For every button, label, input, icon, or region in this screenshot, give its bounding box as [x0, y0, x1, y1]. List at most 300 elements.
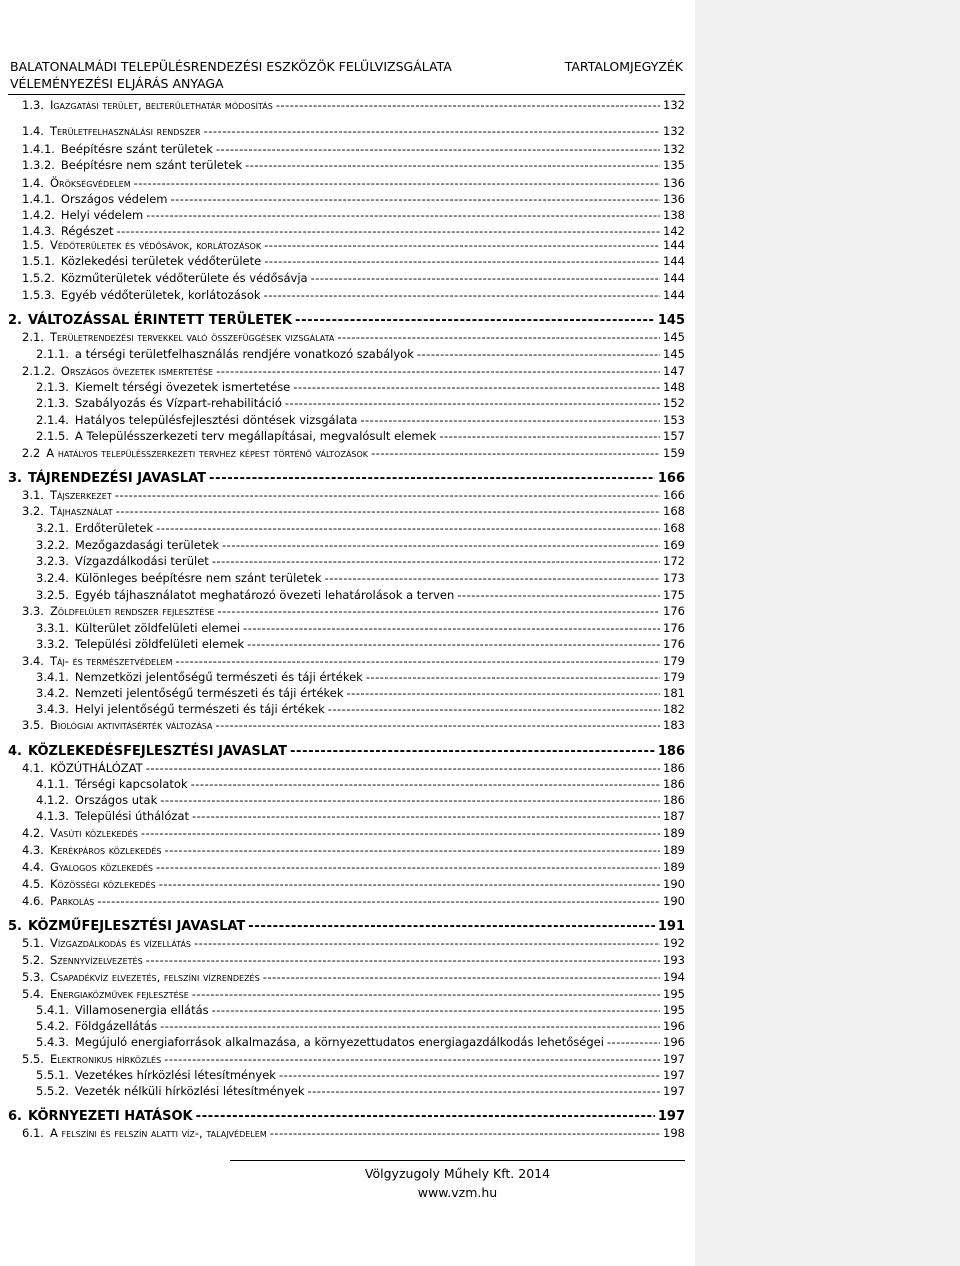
toc-dot-leader	[192, 809, 660, 823]
toc-dot-leader	[216, 142, 660, 156]
toc-entry-number: 4.1.1.	[36, 777, 69, 791]
toc-entry-title: Vezetékes hírközlési létesítmények	[74, 1068, 276, 1082]
toc-dot-leader	[279, 1068, 660, 1082]
toc-entry-number: 1.5.3.	[22, 288, 55, 302]
toc-entry-title: Kerékpáros közlekedés	[49, 843, 162, 857]
toc-entry-number: 3.2.2.	[36, 538, 69, 552]
toc-entry-page: 136	[663, 192, 685, 206]
toc-entry-title: KÖZMŰFEJLESZTÉSI JAVASLAT	[27, 919, 246, 934]
toc-dot-leader	[192, 987, 660, 1001]
toc-entry-number: 4.6.	[22, 894, 44, 908]
toc-entry[interactable]	[22, 362, 685, 378]
toc-entry-page: 191	[657, 919, 685, 934]
comment-margin-panel	[695, 0, 960, 1266]
toc-dot-leader	[171, 192, 661, 206]
toc-entry-title: Közműterületek védőterülete és védősávja	[60, 271, 308, 285]
toc-entry-title: Egyéb védőterületek, korlátozások	[60, 288, 261, 302]
toc-entry-title: Tájhasználat	[49, 504, 113, 518]
toc-dot-leader	[156, 860, 660, 874]
toc-entry[interactable]	[22, 934, 685, 950]
toc-dot-leader	[212, 554, 660, 568]
toc-entry-number: 3.4.	[22, 654, 44, 668]
toc-dot-leader	[264, 254, 660, 268]
toc-entry-number: 2.	[8, 313, 22, 328]
toc-entry-title: Közösségi közlekedés	[49, 877, 156, 891]
toc-entry-page: 166	[657, 471, 685, 486]
toc-entry-page: 181	[663, 686, 685, 700]
toc-dot-leader	[366, 670, 660, 684]
toc-entry-number: 4.1.3.	[36, 809, 69, 823]
toc-dot-leader	[160, 1019, 660, 1033]
toc-entry[interactable]	[22, 122, 685, 138]
toc-entry-number: 1.5.	[22, 238, 44, 252]
toc-entry-number: 2.1.3.	[36, 396, 69, 410]
toc-entry-page: 175	[663, 588, 685, 602]
toc-entry-title: Zöldfelületi rendszer fejlesztése	[49, 604, 215, 618]
toc-entry-page: 194	[663, 970, 685, 984]
toc-entry-page: 159	[663, 446, 685, 460]
toc-entry-number: 3.2.1.	[36, 521, 69, 535]
header-title-line2: VÉLEMÉNYEZÉSI ELJÁRÁS ANYAGA	[10, 76, 224, 91]
toc-entry[interactable]	[22, 156, 685, 172]
footer-company: Völgyzugoly Műhely Kft. 2014	[364, 1166, 551, 1181]
toc-dot-leader	[439, 429, 660, 443]
toc-entry-title: Védőterületek és védősávok, korlátozások	[49, 238, 262, 252]
toc-entry-number: 1.3.	[22, 98, 44, 112]
toc-dot-leader	[115, 488, 660, 502]
toc-entry-title: Területfelhasználási rendszer	[49, 124, 201, 138]
toc-entry-number: 1.4.3.	[22, 224, 55, 238]
toc-dot-leader	[276, 98, 660, 112]
toc-entry[interactable]	[22, 951, 685, 967]
toc-entry[interactable]	[36, 684, 685, 700]
toc-entry-number: 3.1.	[22, 488, 44, 502]
toc-entry-page: 144	[663, 254, 685, 268]
toc-entry[interactable]	[36, 1033, 685, 1049]
toc-entry-page: 186	[663, 793, 685, 807]
toc-entry-page: 144	[663, 238, 685, 252]
toc-entry-number: 2.2	[22, 446, 41, 460]
toc-entry[interactable]	[22, 968, 685, 984]
toc-entry-page: 168	[663, 504, 685, 518]
toc-entry[interactable]	[36, 345, 685, 361]
toc-entry-title: Helyi jelentőségű természeti és táji értékek	[74, 702, 325, 716]
toc-dot-leader	[263, 970, 660, 984]
toc-entry-number: 2.1.2.	[22, 364, 55, 378]
toc-dot-leader	[116, 504, 660, 518]
toc-dot-leader	[216, 718, 661, 732]
toc-entry[interactable]	[22, 602, 685, 618]
toc-entry[interactable]	[22, 892, 685, 908]
toc-entry[interactable]	[36, 569, 685, 585]
toc-entry-number: 2.1.4.	[36, 413, 69, 427]
toc-dot-leader	[371, 446, 660, 460]
toc-entry-title: Villamosenergia ellátás	[74, 1003, 209, 1017]
toc-entry[interactable]	[36, 700, 685, 716]
toc-entry-title: KÖRNYEZETI HATÁSOK	[27, 1109, 193, 1124]
toc-entry[interactable]	[36, 552, 685, 568]
toc-entry-page: 157	[663, 429, 685, 443]
toc-entry-number: 6.	[8, 1109, 22, 1124]
toc-entry-title: Vezeték nélküli hírközlési létesítmények	[74, 1084, 305, 1098]
toc-entry-page: 189	[663, 843, 685, 857]
toc-entry-title: Régészet	[60, 224, 114, 238]
toc-entry-page: 197	[663, 1052, 685, 1066]
toc-entry-title: Biológiai aktivitásérték változása	[49, 718, 213, 732]
toc-entry-page: 145	[663, 330, 685, 344]
toc-entry[interactable]	[36, 427, 685, 443]
toc-entry[interactable]	[22, 502, 685, 518]
toc-entry-number: 4.5.	[22, 877, 44, 891]
toc-entry-page: 145	[663, 347, 685, 361]
toc-entry-number: 1.3.2.	[22, 158, 55, 172]
toc-entry-number: 1.4.	[22, 176, 44, 190]
footer-url[interactable]: www.vzm.hu	[417, 1185, 498, 1200]
toc-entry[interactable]	[36, 1082, 685, 1098]
toc-entry[interactable]	[8, 310, 685, 328]
toc-entry[interactable]	[22, 985, 685, 1001]
toc-entry-page: 176	[663, 637, 685, 651]
toc-entry-title: Igazgatási terület, belterülethatár módosítás	[49, 98, 273, 112]
toc-dot-leader	[212, 1003, 660, 1017]
toc-entry-title: Nemzetközi jelentőségű természeti és táji értékek	[74, 670, 363, 684]
toc-entry-number: 3.5.	[22, 718, 44, 732]
toc-entry-page: 197	[663, 1084, 685, 1098]
toc-entry-title: KÖZÚTHÁLÓZAT	[49, 761, 143, 775]
toc-entry[interactable]	[36, 394, 685, 410]
footer-divider	[230, 1160, 685, 1161]
toc-entry-number: 3.2.3.	[36, 554, 69, 568]
toc-entry[interactable]	[22, 486, 685, 502]
toc-entry-title: Táj- és természetvédelem	[49, 654, 173, 668]
toc-entry-page: 187	[663, 809, 685, 823]
toc-entry[interactable]	[22, 96, 685, 112]
toc-entry-number: 3.2.5.	[36, 588, 69, 602]
toc-dot-leader	[134, 176, 660, 190]
toc-entry[interactable]	[22, 190, 685, 206]
toc-dot-leader	[264, 238, 660, 252]
toc-entry-page: 144	[663, 288, 685, 302]
toc-entry-page: 179	[663, 654, 685, 668]
document-header-title	[10, 58, 452, 92]
toc-entry-title: Csapadékvíz elvezetés, felszíni vízrendezés	[49, 970, 260, 984]
toc-entry-page: 172	[663, 554, 685, 568]
toc-entry-title: Hatályos településfejlesztési döntések vizsgálata	[74, 413, 358, 427]
toc-entry[interactable]	[22, 174, 685, 190]
toc-entry-title: TÁJRENDEZÉSI JAVASLAT	[27, 471, 207, 486]
toc-entry-title: A hatályos településszerkezeti tervhez képest történő változások	[46, 446, 369, 460]
toc-entry-page: 148	[663, 380, 685, 394]
toc-entry-page: 182	[663, 702, 685, 716]
toc-dot-leader	[204, 124, 660, 138]
toc-dot-leader	[248, 919, 655, 934]
toc-entry-number: 4.1.	[22, 761, 44, 775]
toc-dot-leader	[97, 894, 660, 908]
toc-entry-title: Tájszerkezet	[49, 488, 112, 502]
toc-entry[interactable]	[22, 286, 685, 302]
toc-entry-title: Vasúti közlekedés	[49, 826, 138, 840]
toc-entry-page: 153	[663, 413, 685, 427]
toc-entry[interactable]	[36, 635, 685, 651]
toc-entry[interactable]	[22, 444, 685, 460]
toc-dot-leader	[360, 413, 660, 427]
toc-dot-leader	[243, 621, 660, 635]
toc-dot-leader	[146, 953, 660, 967]
toc-entry-page: 145	[657, 313, 685, 328]
toc-dot-leader	[285, 396, 660, 410]
toc-entry-title: Országos védelem	[60, 192, 168, 206]
toc-entry-number: 2.1.3.	[36, 380, 69, 394]
toc-entry[interactable]	[22, 206, 685, 222]
toc-dot-leader	[325, 571, 660, 585]
toc-entry[interactable]	[22, 858, 685, 874]
toc-entry-page: 132	[663, 142, 685, 156]
toc-dot-leader	[209, 471, 655, 486]
toc-entry-title: Örökségvédelem	[49, 176, 131, 190]
toc-entry[interactable]	[22, 1124, 685, 1140]
toc-entry-number: 3.3.	[22, 604, 44, 618]
toc-dot-leader	[270, 1126, 660, 1140]
toc-entry-title: Települési zöldfelületi elemek	[74, 637, 245, 651]
toc-dot-leader	[146, 208, 660, 222]
toc-entry-title: Szabályozás és Vízpart-rehabilitáció	[74, 396, 282, 410]
toc-entry-number: 1.4.2.	[22, 208, 55, 222]
toc-entry[interactable]	[22, 875, 685, 891]
toc-entry-page: 197	[663, 1068, 685, 1082]
toc-entry-title: A felszíni és felszín alatti víz-, talajvédelem	[49, 1126, 267, 1140]
toc-entry-page: 196	[663, 1019, 685, 1033]
toc-entry-page: 183	[663, 718, 685, 732]
toc-entry-page: 195	[663, 987, 685, 1001]
toc-entry[interactable]	[36, 807, 685, 823]
toc-entry-number: 3.	[8, 471, 22, 486]
toc-entry[interactable]	[36, 1017, 685, 1033]
toc-dot-leader	[264, 288, 661, 302]
toc-dot-leader	[295, 313, 655, 328]
toc-entry[interactable]	[36, 378, 685, 394]
toc-entry-number: 1.5.1.	[22, 254, 55, 268]
toc-entry-page: 166	[663, 488, 685, 502]
toc-entry-title: Vízgazdálkodási terület	[74, 554, 209, 568]
toc-entry-number: 5.2.	[22, 953, 44, 967]
toc-entry[interactable]	[22, 328, 685, 344]
toc-dot-leader	[307, 1084, 660, 1098]
toc-entry-title: Országos utak	[74, 793, 158, 807]
toc-entry[interactable]	[36, 519, 685, 535]
toc-entry-title: Területrendezési tervekkel való összefüggések vizsgálata	[49, 330, 335, 344]
toc-entry-page: 190	[663, 877, 685, 891]
toc-entry-number: 4.2.	[22, 826, 44, 840]
toc-dot-leader	[159, 877, 660, 891]
toc-entry[interactable]	[36, 668, 685, 684]
toc-entry-title: Egyéb tájhasználatot meghatározó övezeti lehatárolások a terven	[74, 588, 455, 602]
toc-entry-title: Mezőgazdasági területek	[74, 538, 220, 552]
toc-dot-leader	[222, 538, 660, 552]
toc-entry-title: Gyalogos közlekedés	[49, 860, 153, 874]
toc-entry-number: 4.	[8, 744, 22, 759]
toc-entry-number: 2.1.1.	[36, 347, 69, 361]
toc-entry-page: 138	[663, 208, 685, 222]
toc-dot-leader	[337, 330, 660, 344]
toc-entry-number: 3.4.2.	[36, 686, 69, 700]
toc-entry[interactable]	[8, 468, 685, 486]
toc-entry-title: Energiaközművek fejlesztése	[49, 987, 189, 1001]
toc-entry-title: Vízgazdálkodás és vízellátás	[49, 936, 192, 950]
toc-dot-leader	[347, 686, 661, 700]
toc-entry[interactable]	[36, 619, 685, 635]
toc-entry-number: 5.4.3.	[36, 1035, 69, 1049]
toc-entry-page: 189	[663, 860, 685, 874]
toc-entry-page: 192	[663, 936, 685, 950]
toc-dot-leader	[164, 843, 660, 857]
toc-entry-page: 197	[657, 1109, 685, 1124]
toc-dot-leader	[141, 826, 660, 840]
toc-entry-page: 152	[663, 396, 685, 410]
toc-dot-leader	[196, 1109, 655, 1124]
toc-entry-title: Erdőterületek	[74, 521, 154, 535]
toc-entry-number: 2.1.	[22, 330, 44, 344]
toc-entry-title: VÁLTOZÁSSAL ÉRINTETT TERÜLETEK	[27, 313, 292, 328]
toc-entry-title: a térségi területfelhasználás rendjére vonatkozó szabályok	[74, 347, 414, 361]
toc-entry-title: Közlekedési területek védőterülete	[60, 254, 262, 268]
toc-entry[interactable]	[36, 1001, 685, 1017]
toc-entry-number: 5.4.	[22, 987, 44, 1001]
toc-dot-leader	[328, 702, 660, 716]
toc-entry-page: 186	[657, 744, 685, 759]
header-divider	[8, 94, 685, 95]
toc-entry-title: KÖZLEKEDÉSFEJLESZTÉSI JAVASLAT	[27, 744, 287, 759]
toc-dot-leader	[194, 936, 660, 950]
toc-entry[interactable]	[8, 1106, 685, 1124]
toc-entry[interactable]	[22, 1050, 685, 1066]
toc-dot-leader	[191, 777, 660, 791]
toc-entry-page: 186	[663, 777, 685, 791]
toc-entry[interactable]	[36, 775, 685, 791]
toc-entry-title: Megújuló energiaforrások alkalmazása, a környezettudatos energiagazdálkodás lehetőségei	[74, 1035, 604, 1049]
toc-entry-number: 4.1.2.	[36, 793, 69, 807]
toc-dot-leader	[217, 604, 660, 618]
toc-entry-number: 4.3.	[22, 843, 44, 857]
toc-entry-page: 147	[663, 364, 685, 378]
toc-entry-page: 132	[663, 124, 685, 138]
toc-dot-leader	[311, 271, 660, 285]
toc-entry-number: 6.1.	[22, 1126, 44, 1140]
toc-entry-page: 179	[663, 670, 685, 684]
toc-entry[interactable]	[36, 411, 685, 427]
toc-entry[interactable]	[22, 269, 685, 285]
toc-entry-number: 4.4.	[22, 860, 44, 874]
toc-entry-title: Különleges beépítésre nem szánt területek	[74, 571, 322, 585]
toc-dot-leader	[216, 364, 660, 378]
toc-entry-title: Térségi kapcsolatok	[74, 777, 188, 791]
toc-entry-number: 1.4.1.	[22, 142, 55, 156]
toc-entry-number: 5.3.	[22, 970, 44, 984]
toc-entry-page: 196	[663, 1035, 685, 1049]
toc-entry-number: 3.2.	[22, 504, 44, 518]
toc-entry[interactable]	[22, 716, 685, 732]
toc-entry[interactable]	[22, 759, 685, 775]
toc-entry-page: 173	[663, 571, 685, 585]
toc-entry-number: 5.5.	[22, 1052, 44, 1066]
header-title-line1: BALATONALMÁDI TELEPÜLÉSRENDEZÉSI ESZKÖZÖK FELÜLVIZSGÁLATA	[10, 59, 452, 74]
toc-entry[interactable]	[22, 252, 685, 268]
toc-entry-title: Külterület zöldfelületi elemei	[74, 621, 241, 635]
toc-entry-page: 132	[663, 98, 685, 112]
toc-dot-leader	[290, 744, 655, 759]
toc-dot-leader	[245, 158, 660, 172]
toc-entry[interactable]	[22, 140, 685, 156]
toc-entry-title: Helyi védelem	[60, 208, 144, 222]
toc-entry[interactable]	[36, 536, 685, 552]
toc-entry-title: Nemzeti jelentőségű természeti és táji értékek	[74, 686, 344, 700]
toc-entry-number: 5.4.1.	[36, 1003, 69, 1017]
toc-entry-title: Beépítésre szánt területek	[60, 142, 213, 156]
toc-entry-page: 176	[663, 604, 685, 618]
toc-dot-leader	[156, 521, 660, 535]
toc-entry-number: 3.4.3.	[36, 702, 69, 716]
toc-entry-page: 142	[663, 224, 685, 238]
toc-entry[interactable]	[36, 791, 685, 807]
toc-entry[interactable]	[36, 1066, 685, 1082]
toc-entry-page: 186	[663, 761, 685, 775]
toc-entry-number: 3.4.1.	[36, 670, 69, 684]
toc-dot-leader	[457, 588, 660, 602]
header-section-label: TARTALOMJEGYZÉK	[564, 59, 683, 74]
toc-entry[interactable]	[22, 236, 685, 252]
toc-entry-number: 2.1.5.	[36, 429, 69, 443]
toc-entry[interactable]	[8, 741, 685, 759]
toc-entry-number: 1.4.1.	[22, 192, 55, 206]
toc-entry-page: 189	[663, 826, 685, 840]
toc-entry-title: Országos övezetek ismertetése	[60, 364, 214, 378]
toc-entry-page: 190	[663, 894, 685, 908]
toc-entry-number: 1.5.2.	[22, 271, 55, 285]
toc-entry-number: 5.5.1.	[36, 1068, 69, 1082]
toc-entry-page: 195	[663, 1003, 685, 1017]
toc-entry-number: 3.2.4.	[36, 571, 69, 585]
toc-entry[interactable]	[8, 916, 685, 934]
toc-entry[interactable]	[22, 824, 685, 840]
toc-entry-title: A Településszerkezeti terv megállapításai, megvalósult elemek	[74, 429, 437, 443]
toc-entry-title: Parkolás	[49, 894, 95, 908]
toc-entry-page: 193	[663, 953, 685, 967]
toc-dot-leader	[417, 347, 660, 361]
toc-dot-leader	[247, 637, 660, 651]
toc-entry-page: 135	[663, 158, 685, 172]
toc-entry[interactable]	[22, 652, 685, 668]
toc-entry-title: Kiemelt térségi övezetek ismertetése	[74, 380, 291, 394]
toc-entry-title: Földgázellátás	[74, 1019, 158, 1033]
toc-entry[interactable]	[22, 841, 685, 857]
toc-entry-page: 136	[663, 176, 685, 190]
toc-dot-leader	[146, 761, 660, 775]
toc-entry-page: 144	[663, 271, 685, 285]
toc-entry[interactable]	[36, 586, 685, 602]
toc-entry-title: Beépítésre nem szánt területek	[60, 158, 243, 172]
toc-entry-number: 3.3.2.	[36, 637, 69, 651]
toc-dot-leader	[164, 1052, 660, 1066]
toc-entry-page: 168	[663, 521, 685, 535]
toc-entry-number: 5.1.	[22, 936, 44, 950]
toc-entry-number: 5.5.2.	[36, 1084, 69, 1098]
toc-entry-number: 5.	[8, 919, 22, 934]
toc-entry-number: 3.3.1.	[36, 621, 69, 635]
toc-dot-leader	[176, 654, 661, 668]
toc-entry-number: 1.4.	[22, 124, 44, 138]
toc-dot-leader	[607, 1035, 660, 1049]
toc-entry-page: 198	[663, 1126, 685, 1140]
toc-entry-title: Települési úthálózat	[74, 809, 189, 823]
